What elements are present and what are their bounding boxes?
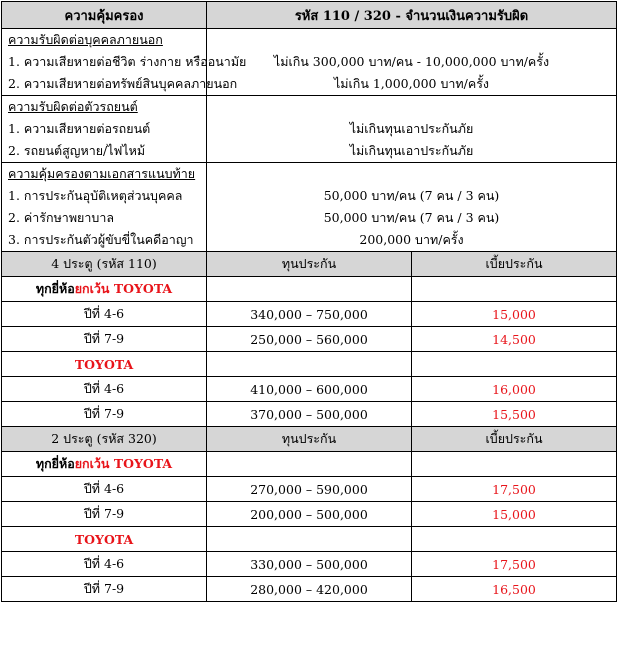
car-age: ปีที่ 7-9 [2, 502, 207, 527]
section_endorsement-label: 1. การประกันอุบัติเหตุส่วนบุคคล [2, 185, 207, 207]
premium: 15,000 [412, 502, 617, 527]
section_third_party_person-value: ไม่เกิน 1,000,000 บาท/ครั้ง [207, 73, 617, 96]
table-row [2, 207, 617, 229]
sum-insured: 340,000 – 750,000 [207, 302, 412, 327]
section_vehicle-title-row [2, 96, 617, 119]
brand-blank-sum [207, 277, 412, 302]
premium: 17,500 [412, 477, 617, 502]
table-row [2, 577, 617, 602]
sum-insured: 330,000 – 500,000 [207, 552, 412, 577]
car-age: ปีที่ 7-9 [2, 577, 207, 602]
section_third_party_person-label: 2. ความเสียหายต่อทรัพย์สินบุคคลภายนอก [2, 73, 207, 96]
sum-insured: 270,000 – 590,000 [207, 477, 412, 502]
brand-row [2, 277, 617, 302]
section_endorsement-label: 2. ค่ารักษาพยาบาล [2, 207, 207, 229]
brand-blank-premium [412, 452, 617, 477]
brand-prefix: ทุกยี่ห้อ [35, 281, 75, 296]
premium: 17,500 [412, 552, 617, 577]
brand-blank-premium [412, 527, 617, 552]
plan-title: 4 ประตู (รหัส 110) [2, 252, 207, 277]
brand-name: ยกเว้น TOYOTA [74, 281, 173, 296]
section_endorsement-value: 50,000 บาท/คน (7 คน / 3 คน) [207, 207, 617, 229]
table-row [2, 73, 617, 96]
car-age: ปีที่ 7-9 [2, 402, 207, 427]
header-coverage: ความคุ้มครอง [2, 2, 207, 29]
table-row [2, 327, 617, 352]
car-age: ปีที่ 7-9 [2, 327, 207, 352]
brand-blank-sum [207, 452, 412, 477]
sum-insured: 410,000 – 600,000 [207, 377, 412, 402]
plan-header-row [2, 252, 617, 277]
brand-blank-sum [207, 352, 412, 377]
plan-col-premium: เบี้ยประกัน [412, 252, 617, 277]
table-row [2, 552, 617, 577]
brand-row [2, 452, 617, 477]
header-code-amount: รหัส 110 / 320 - จำนวนเงินความรับผิด [207, 2, 617, 29]
section_endorsement-title-row [2, 163, 617, 186]
sum-insured: 200,000 – 500,000 [207, 502, 412, 527]
section_vehicle-title: ความรับผิดต่อตัวรถยนต์ [2, 96, 207, 119]
sum-insured: 280,000 – 420,000 [207, 577, 412, 602]
plan-col-sum: ทุนประกัน [207, 252, 412, 277]
section_endorsement-title: ความคุ้มครองตามเอกสารแนบท้าย [2, 163, 207, 186]
insurance-table [1, 1, 617, 602]
brand-name: TOYOTA [74, 356, 134, 372]
brand-row [2, 527, 617, 552]
brand-blank-premium [412, 352, 617, 377]
insurance-table-body [2, 2, 617, 602]
table-row [2, 502, 617, 527]
car-age: ปีที่ 4-6 [2, 377, 207, 402]
plan-col-sum: ทุนประกัน [207, 427, 412, 452]
car-age: ปีที่ 4-6 [2, 302, 207, 327]
section_vehicle-label: 1. ความเสียหายต่อรถยนต์ [2, 118, 207, 140]
brand-label [2, 452, 207, 477]
section_vehicle-title-blank [207, 96, 617, 119]
table-header-row [2, 2, 617, 29]
table-row [2, 185, 617, 207]
brand-row [2, 352, 617, 377]
section_vehicle-value: ไม่เกินทุนเอาประกันภัย [207, 118, 617, 140]
section_vehicle-label: 2. รถยนต์สูญหาย/ไฟไหม้ [2, 140, 207, 163]
brand-blank-premium [412, 277, 617, 302]
car-age: ปีที่ 4-6 [2, 477, 207, 502]
brand-name: ยกเว้น TOYOTA [74, 456, 173, 471]
plan-header-row [2, 427, 617, 452]
section_endorsement-value: 50,000 บาท/คน (7 คน / 3 คน) [207, 185, 617, 207]
section_third_party_person-value: ไม่เกิน 300,000 บาท/คน - 10,000,000 บาท/ครั้ง [207, 51, 617, 73]
section_third_party_person-title-blank [207, 29, 617, 52]
table-row [2, 140, 617, 163]
brand-label [2, 352, 207, 377]
section_endorsement-title-blank [207, 163, 617, 186]
premium: 14,500 [412, 327, 617, 352]
sum-insured: 250,000 – 560,000 [207, 327, 412, 352]
table-row [2, 118, 617, 140]
table-row [2, 377, 617, 402]
car-age: ปีที่ 4-6 [2, 552, 207, 577]
premium: 16,500 [412, 577, 617, 602]
brand-label [2, 527, 207, 552]
brand-blank-sum [207, 527, 412, 552]
brand-prefix: ทุกยี่ห้อ [35, 456, 75, 471]
plan-col-premium: เบี้ยประกัน [412, 427, 617, 452]
plan-title: 2 ประตู (รหัส 320) [2, 427, 207, 452]
section_third_party_person-title: ความรับผิดต่อบุคคลภายนอก [2, 29, 207, 52]
section_third_party_person-label: 1. ความเสียหายต่อชีวิต ร่างกาย หรืออนามัย [2, 51, 207, 73]
premium: 15,000 [412, 302, 617, 327]
sum-insured: 370,000 – 500,000 [207, 402, 412, 427]
premium: 16,000 [412, 377, 617, 402]
table-row [2, 477, 617, 502]
table-row [2, 402, 617, 427]
section_endorsement-label: 3. การประกันตัวผู้ขับขี่ในคดีอาญา [2, 229, 207, 252]
premium: 15,500 [412, 402, 617, 427]
table-row [2, 51, 617, 73]
section_vehicle-value: ไม่เกินทุนเอาประกันภัย [207, 140, 617, 163]
section_endorsement-value: 200,000 บาท/ครั้ง [207, 229, 617, 252]
brand-label [2, 277, 207, 302]
brand-name: TOYOTA [74, 531, 134, 547]
table-row [2, 229, 617, 252]
table-row [2, 302, 617, 327]
section_third_party_person-title-row [2, 29, 617, 52]
